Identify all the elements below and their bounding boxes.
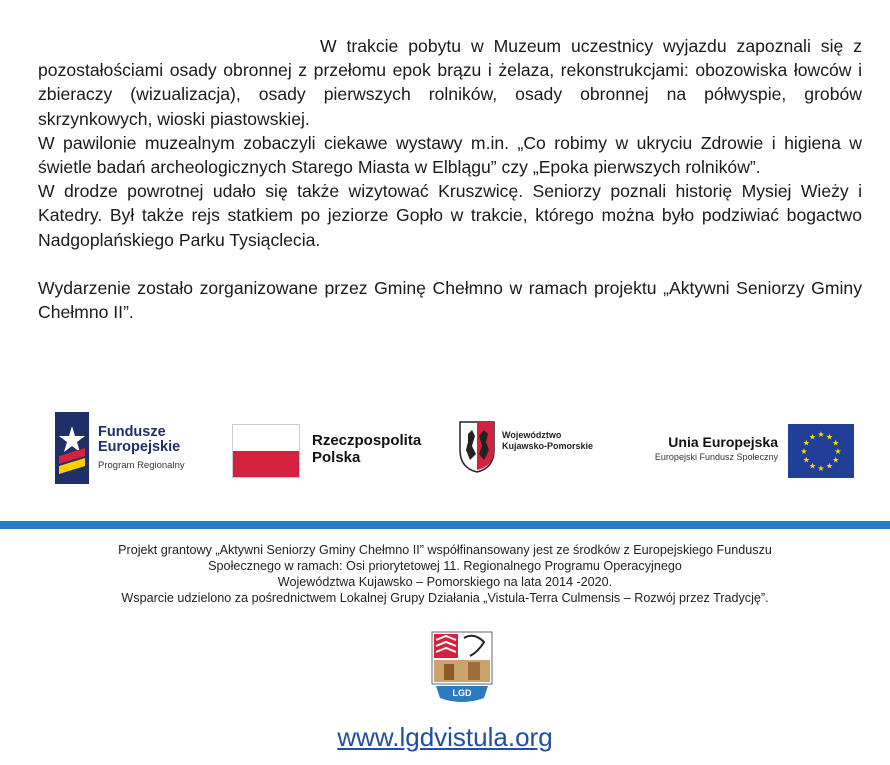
unia-line1: Unia Europejska	[668, 434, 778, 450]
paragraph-pavilion: W pawilonie muzealnym zobaczyli ciekawe wystawy m.in. „Co robimy w ukryciu Zdrowie i higiena w świetle badań archeologicznych Starego Miasta w Elblągu” czy „Epoka pierwszych rolników”.	[38, 132, 862, 178]
eu-star-icon: ★	[800, 447, 808, 456]
funding-line-1: Projekt grantowy „Aktywni Seniorzy Gminy Chełmno II” współfinansowany jest ze środków z Europejskiego Funduszu	[118, 543, 772, 557]
sponsor-logos	[0, 408, 890, 488]
fundusze-star-icon	[55, 412, 93, 484]
eu-star-icon: ★	[808, 461, 817, 471]
paragraph-museum: W trakcie pobytu w Muzeum uczestnicy wyjazdu zapoznali się z pozostałościami osady obronnej z przełomu epok brązu i żelaza, rekonstrukcjami: obozowiska łowców i zbieraczy (wizualizacja), osady pierwszych rolników, osady obronnej na półwyspie, grobów skrzynkowych, wioski piastowskiej.	[38, 36, 862, 129]
eu-star-icon: ★	[834, 447, 842, 456]
paragraph-kruszwica: W drodze powrotnej udało się także wizytować Kruszwicę. Seniorzy poznali historię Mysiej Wieży i Katedry. Był także rejs statkiem po jeziorze Gopło w trakcie, którego można było podziwiać bogactwo Nadgoplańskiego Parku Tysiąclecia.	[38, 181, 862, 250]
unia-text	[655, 434, 778, 463]
fundusze-line2: Europejskie	[98, 439, 181, 455]
lgd-label: LGD	[452, 688, 472, 698]
eu-stars-ring	[788, 424, 854, 478]
wojewodztwo-line1: Województwo	[502, 430, 562, 440]
fundusze-text	[98, 425, 185, 473]
unia-europejska-logo	[640, 422, 860, 482]
unia-sub: Europejski Fundusz Społeczny	[654, 452, 778, 462]
funding-line-3: Województwa Kujawsko – Pomorskiego na lata 2014 -2020.	[277, 575, 613, 589]
eu-star-icon: ★	[832, 455, 840, 465]
paragraph-spacer	[38, 252, 862, 276]
eu-star-icon: ★	[825, 432, 834, 442]
eu-star-icon: ★	[802, 455, 810, 465]
eu-flag-icon	[788, 424, 854, 478]
rzeczpospolita-text	[312, 432, 421, 466]
eu-star-icon: ★	[825, 461, 834, 471]
eu-star-icon: ★	[802, 438, 810, 448]
fundusze-sub: Program Regionalny	[98, 460, 185, 471]
paragraph-organizer: Wydarzenie zostało zorganizowane przez Gminę Chełmno w ramach projektu „Aktywni Seniorzy Gminy Chełmno II”.	[38, 277, 862, 323]
eu-star-icon: ★	[817, 464, 825, 473]
eu-star-icon: ★	[832, 438, 840, 448]
website-link[interactable]: www.lgdvistula.org	[337, 722, 553, 752]
lgd-emblem-icon	[428, 630, 496, 706]
funding-line-2: Społecznego w ramach: Osi priorytetowej 11. Regionalnego Programu Operacyjnego	[208, 559, 682, 573]
rzeczpospolita-line1: Rzeczpospolita	[312, 432, 422, 449]
fundusze-europejskie-logo	[55, 412, 215, 484]
fundusze-line1: Fundusze	[98, 424, 166, 440]
lgd-logo	[428, 630, 496, 706]
wojewodztwo-line2: Kujawsko-Pomorskie	[502, 441, 594, 451]
rzeczpospolita-line2: Polska	[312, 449, 361, 466]
section-divider	[0, 521, 890, 529]
article-text	[38, 34, 862, 324]
rzeczpospolita-polska-logo	[232, 422, 432, 478]
funding-line-4: Wsparcie udzielono za pośrednictwem Lokalnej Grupy Działania „Vistula-Terra Culmensis – Rozwój przez Tradycję”.	[121, 591, 769, 605]
wojewodztwo-logo	[458, 418, 618, 484]
funding-note	[40, 542, 850, 606]
wojewodztwo-text	[502, 430, 593, 452]
eu-star-icon: ★	[817, 430, 825, 439]
polish-flag-icon	[232, 424, 300, 478]
eu-star-icon: ★	[808, 432, 817, 442]
kujawsko-pomorskie-crest-icon	[458, 420, 496, 474]
